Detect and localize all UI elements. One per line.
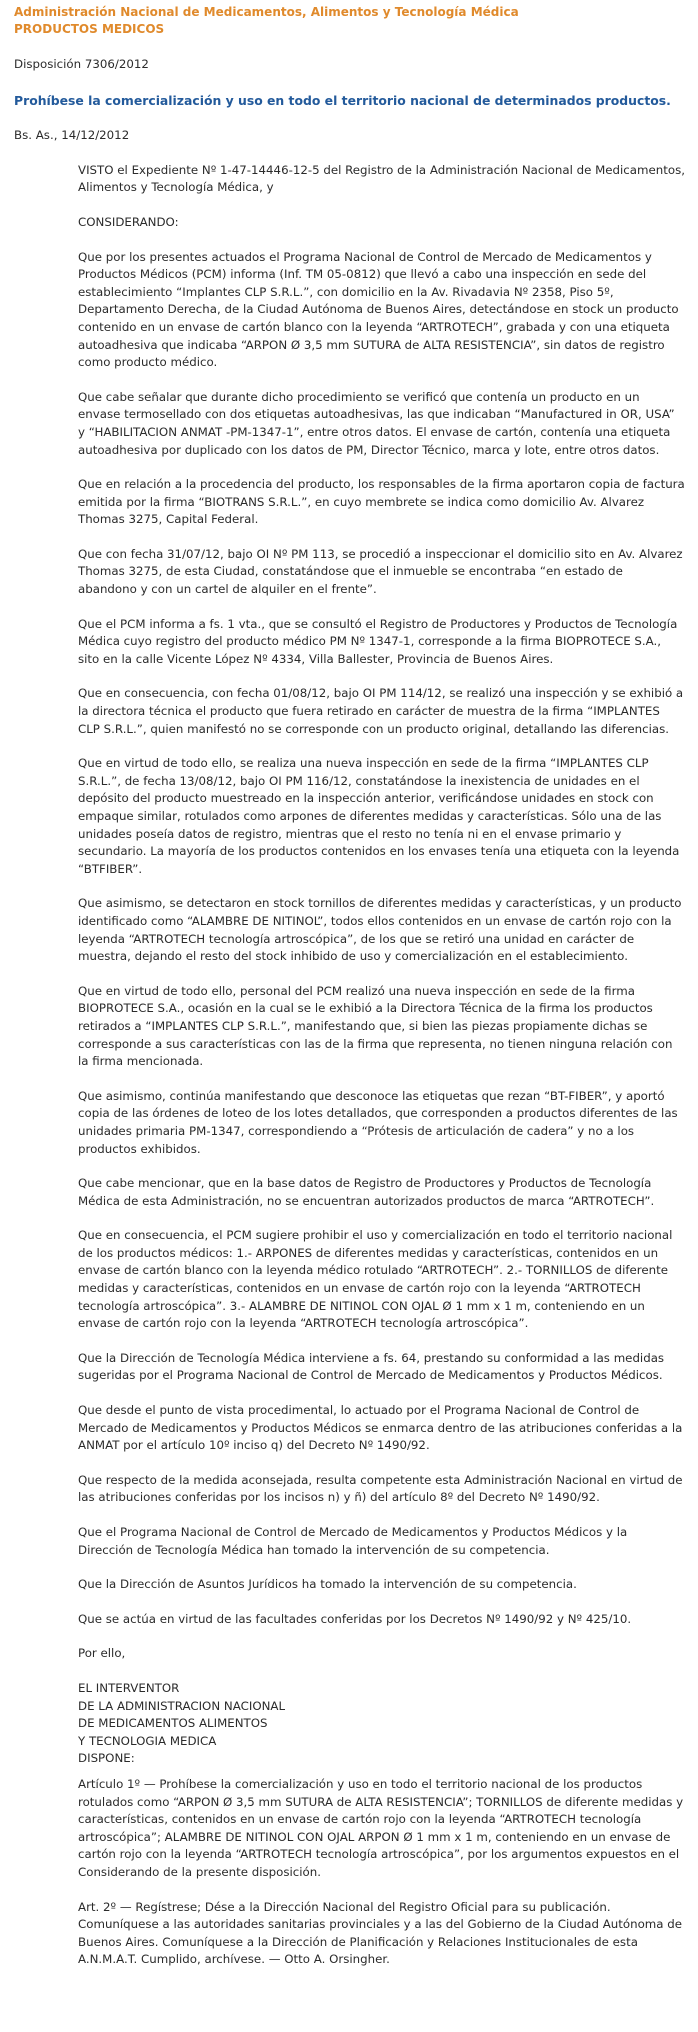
body-paragraph: Que por los presentes actuados el Programa Nacional de Control de Mercado de Medicamentos y Productos Médicos (PCM) informa (Inf. TM 05-0812) que llevó a cabo una inspección en sede del establecimiento “Implantes CLP S.R.L.”, con domicilio en la Av. Rivadavia Nº 2358, Piso 5º, Departamento Derecha, de la Ciudad Autónoma de Buenos Aires, detectándose en stock un producto contenido en un envase de cartón blanco con la leyenda “ARTROTECH”, grabada y con una etiqueta autoadhesiva que indicaba “ARPON Ø 3,5 mm SUTURA de ALTA RESISTENCIA”, sin datos de registro como producto médico.	[78, 249, 679, 370]
body-paragraph: Que la Dirección de Asuntos Jurídicos ha tomado la intervención de su competencia.	[78, 1577, 577, 1592]
body-paragraph: Que cabe mencionar, que en la base datos de Registro de Productores y Productos de Tecnología Médica de esta Administración, no se encuentran autorizados productos de marca “ARTROTECH”.	[78, 1176, 655, 1208]
articles-container	[78, 1776, 685, 1969]
signature-line: DE MEDICAMENTOS ALIMENTOS	[78, 1716, 268, 1731]
signature-line: EL INTERVENTOR	[78, 1680, 180, 1695]
body-paragraph: Que el PCM informa a fs. 1 vta., que se consultó el Registro de Productores y Productos de Tecnología Médica cuyo registro del producto médico PM Nº 1347-1, corresponde a la firma BIOPROTECE S.A., sito en la calle Vicente López Nº 4334, Villa Ballester, Provincia de Buenos Aires.	[78, 616, 678, 666]
place-date: Bs. As., 14/12/2012	[14, 128, 130, 143]
paragraphs-container	[78, 162, 685, 1663]
document-headline: Prohíbese la comercialización y uso en todo el territorio nacional de determinados productos.	[14, 92, 671, 108]
body-paragraph: Por ello,	[78, 1646, 126, 1661]
dispone-label: DISPONE:	[78, 1751, 135, 1766]
agency-header	[14, 4, 698, 38]
signature-line: Y TECNOLOGIA MEDICA	[78, 1733, 217, 1748]
body-paragraph: Que asimismo, continúa manifestando que desconoce las etiquetas que rezan “BT-FIBER”, y aportó copia de las órdenes de loteo de los lotes detallados, que corresponden a productos diferentes de las unidades primaria PM-1347, correspondiendo a “Prótesis de articulación de cadera” y no a los productos exhibidos.	[78, 1088, 678, 1156]
body-paragraph: Que desde el punto de vista procedimental, lo actuado por el Programa Nacional de Control de Mercado de Medicamentos y Productos Médicos se enmarca dentro de las atribuciones conferidas a la ANMAT por el artículo 10º inciso q) del Decreto Nº 1490/92.	[78, 1403, 683, 1453]
body-paragraph: Que en relación a la procedencia del producto, los responsables de la firma aportaron copia de factura emitida por la firma “BIOTRANS S.R.L.”, en cuyo membrete se indica como domicilio Av. Alvarez Thomas 3275, Capital Federal.	[78, 477, 685, 527]
body-paragraph: Que con fecha 31/07/12, bajo OI Nº PM 113, se procedió a inspeccionar el domicilio sito en Av. Alvarez Thomas 3275, de esta Ciudad, constatándose que el inmueble se encontraba “en estado de abandono y con un cartel de alquiler en el frente”.	[78, 546, 683, 597]
article-paragraph: Art. 2º — Regístrese; Dése a la Dirección Nacional del Registro Oficial para su publicación. Comuníquese a las autoridades sanitarias provinciales y a las del Gobierno de la Ciudad Autónoma de Buenos Aires. Comuníquese a la Dirección de Planificación y Relaciones Institucionales de esta A.N.M.A.T. Cumplido, archívese. — Otto A. Orsingher.	[78, 1899, 683, 1967]
body-paragraph: Que respecto de la medida aconsejada, resulta competente esta Administración Nacional en virtud de las atribuciones conferidas por los incisos n) y ñ) del artículo 8º del Decreto Nº 1490/92.	[78, 1472, 683, 1505]
body-paragraph: Que en consecuencia, el PCM sugiere prohibir el uso y comercialización en todo el territorio nacional de los productos médicos: 1.- ARPONES de diferentes medidas y características, contenidos en un envase de cartón blanco con la leyenda médico rotulado “ARTROTECH”. 2.- TORNILLOS de diferente medidas y características, contenidos en un envase de cartón rojo con la leyenda “ARTROTECH tecnología artroscópica”. 3.- ALAMBRE DE NITINOL CON OJAL Ø 1 mm x 1 m, conteniendo en un envase de cartón rojo con la leyenda “ARTROTECH tecnología artroscópica”.	[78, 1228, 673, 1331]
body-paragraph: Que asimismo, se detectaron en stock tornillos de diferentes medidas y características, y un producto identificado como “ALAMBRE DE NITINOL”, todos ellos contenidos en un envase de cartón rojo con la leyenda “ARTROTECH tecnología artroscópica”, de los que se retiró una unidad en carácter de muestra, dejando el resto del stock inhibido de uso y comercialización en el establecimiento.	[78, 896, 682, 964]
body-paragraph: Que se actúa en virtud de las facultades conferidas por los Decretos Nº 1490/92 y Nº 425/10.	[78, 1611, 632, 1626]
agency-name: Administración Nacional de Medicamentos, Alimentos y Tecnología Médica	[14, 5, 519, 19]
document-body	[78, 162, 685, 1969]
body-paragraph: Que en virtud de todo ello, personal del PCM realizó una nueva inspección en sede de la firma BIOPROTECE S.A., ocasión en la cual se le exhibió a la Directora Técnica de la firma los productos retirados a “IMPLANTES CLP S.R.L.”, manifestando que, si bien las piezas propiamente dichas se corresponde a sus características con las de la firma que representa, no tienen ninguna relación con la firma mencionada.	[78, 983, 673, 1069]
body-paragraph: Que en consecuencia, con fecha 01/08/12, bajo OI PM 114/12, se realizó una inspección y se exhibió a la directora técnica el producto que fuera retirado en carácter de muestra de la firma “IMPLANTES CLP S.R.L.”, quien manifestó no se corresponde con un producto original, detallando las diferencias.	[78, 686, 684, 736]
body-paragraph: Que el Programa Nacional de Control de Mercado de Medicamentos y Productos Médicos y la Dirección de Tecnología Médica han tomado la intervención de su competencia.	[78, 1525, 628, 1557]
body-paragraph: VISTO el Expediente Nº 1-47-14446-12-5 del Registro de la Administración Nacional de Medicamentos, Alimentos y Tecnología Médica, y	[78, 162, 685, 195]
body-paragraph: Que la Dirección de Tecnología Médica interviene a fs. 64, prestando su conformidad a las medidas sugeridas por el Programa Nacional de Control de Mercado de Medicamentos y Productos Médicos.	[78, 1350, 665, 1383]
signature-block	[78, 1680, 685, 1768]
article-paragraph: Artículo 1º — Prohíbese la comercialización y uso en todo el territorio nacional de los productos rotulados como “ARPON Ø 3,5 mm SUTURA de ALTA RESISTENCIA”; TORNILLOS de diferente medidas y características, contenidos en un envase de cartón rojo con la leyenda “ARTROTECH tecnología artroscópica”; ALAMBRE DE NITINOL CON OJAL ARPON Ø 1 mm x 1 m, conteniendo en un envase de cartón rojo con la leyenda “ARTROTECH tecnología artroscópica”, por los argumentos expuestos en el Considerando de la presente disposición.	[78, 1776, 684, 1879]
body-paragraph: Que en virtud de todo ello, se realiza una nueva inspección en sede de la firma “IMPLANTES CLP S.R.L.”, de fecha 13/08/12, bajo OI PM 116/12, constatándose la inexistencia de unidades en el depósito del producto muestreado en la inspección anterior, verificándose unidades en stock con empaque similar, rotulados como arpones de diferentes medidas y características. Sólo una de las unidades poseía datos de registro, mientras que el resto no tenía ni en el envase primario y secundario. La mayoría de los productos contenidos en los envases tenía una etiqueta con la leyenda “BTFIBER”.	[78, 756, 680, 876]
signature-line: DE LA ADMINISTRACION NACIONAL	[78, 1698, 286, 1713]
body-paragraph: CONSIDERANDO:	[78, 214, 179, 229]
disposition-number: Disposición 7306/2012	[14, 57, 149, 71]
section-name: PRODUCTOS MEDICOS	[14, 22, 165, 36]
body-paragraph: Que cabe señalar que durante dicho procedimiento se verificó que contenía un producto en un envase termosellado con dos etiquetas autoadhesivas, las que indicaban “Manufactured in OR, USA” y “HABILITACION ANMAT -PM-1347-1”, entre otros datos. El envase de cartón, contenía una etiqueta autoadhesiva por duplicado con los datos de PM, Director Técnico, marca y lote, entre otros datos.	[78, 389, 675, 457]
